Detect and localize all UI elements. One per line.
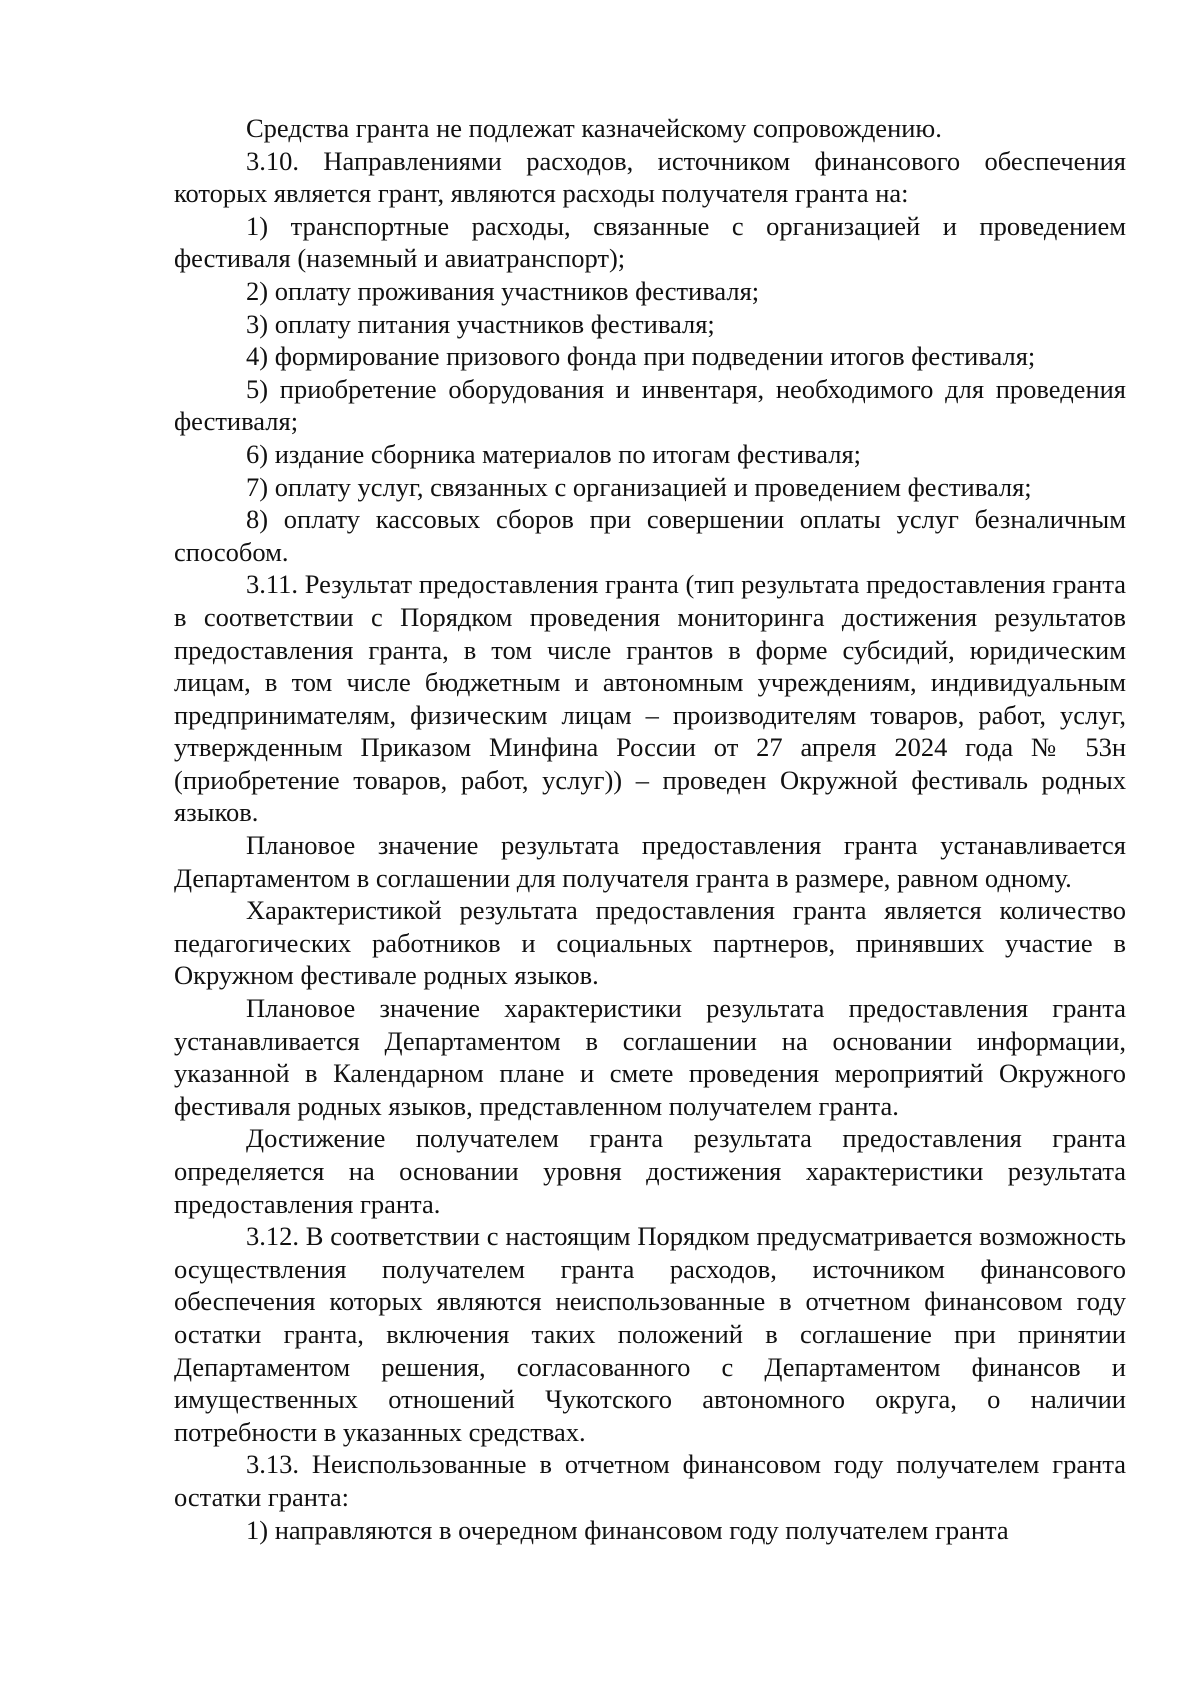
list-item-1: 1) транспортные расходы, связанные с организацией и проведением фестиваля (наземный и авиатранспорт); [174, 210, 1126, 274]
paragraph-3-12: 3.12. В соответствии с настоящим Порядком предусматривается возможность осуществления получателем гранта расходов, источником финансового обеспечения которых являются неиспользованные в отчетном финансовом году остатки гранта, включения таких положений в соглашение при принятии Департаментом решения, согласованного с Департаментом финансов и имущественных отношений Чукотского автономного округа, о наличии потребности в указанных средствах. [174, 1221, 1126, 1447]
paragraph-treasury-note: Средства гранта не подлежат казначейскому сопровождению. [246, 113, 942, 143]
list-item-4: 4) формирование призового фонда при подведении итогов фестиваля; [246, 341, 1036, 372]
paragraph-3-13: 3.13. Неиспользованные в отчетном финансовом году получателем гранта остатки гранта: [174, 1449, 1126, 1512]
paragraph-achievement: Достижение получателем гранта результата предоставления гранта определяется на основании уровня достижения характеристики результата предоставления гранта. [174, 1123, 1126, 1219]
paragraph-characteristic-planned-value: Плановое значение характеристики результата предоставления гранта устанавливается Департаментом в соглашении на основании информации, указанной в Календарном плане и смете проведения мероприятий Окружного фестиваля родных языков, представленном получателем гранта. [174, 993, 1126, 1121]
paragraph-3-10: 3.10. Направлениями расходов, источником финансового обеспечения которых является грант, являются расходы получателя гранта на: [174, 145, 1126, 209]
paragraph-characteristic: Характеристикой результата предоставления гранта является количество педагогических работников и социальных партнеров, принявших участие в Окружном фестивале родных языков. [174, 895, 1126, 991]
list-item-3-13-1: 1) направляются в очередном финансовом году получателем гранта [246, 1514, 1009, 1545]
list-item-7: 7) оплату услуг, связанных с организацией и проведением фестиваля; [246, 471, 1032, 502]
document-body [174, 112, 1126, 1546]
paragraph-3-11: 3.11. Результат предоставления гранта (тип результата предоставления гранта в соответствии с Порядком проведения мониторинга достижения результатов предоставления гранта, в том числе грантов в форме субсидий, юридическим лицам, в том числе бюджетным и автономным учреждениям, индивидуальным предпринимателям, физическим лицам – производителям товаров, работ, услуг, утвержденным Приказом Минфина России от 27 апреля 2024 года № 53н (приобретение товаров, работ, услуг)) – проведен Окружной фестиваль родных языков. [174, 569, 1126, 828]
list-item-8: 8) оплату кассовых сборов при совершении оплаты услуг безналичным способом. [174, 504, 1126, 567]
list-item-2: 2) оплату проживания участников фестиваля; [246, 275, 760, 306]
list-item-3: 3) оплату питания участников фестиваля; [246, 308, 715, 339]
list-item-6: 6) издание сборника материалов по итогам фестиваля; [246, 438, 861, 469]
paragraph-planned-value: Плановое значение результата предоставления гранта устанавливается Департаментом в соглашении для получателя гранта в размере, равном одному. [174, 830, 1126, 893]
list-item-5: 5) приобретение оборудования и инвентаря, необходимого для проведения фестиваля; [174, 373, 1126, 437]
